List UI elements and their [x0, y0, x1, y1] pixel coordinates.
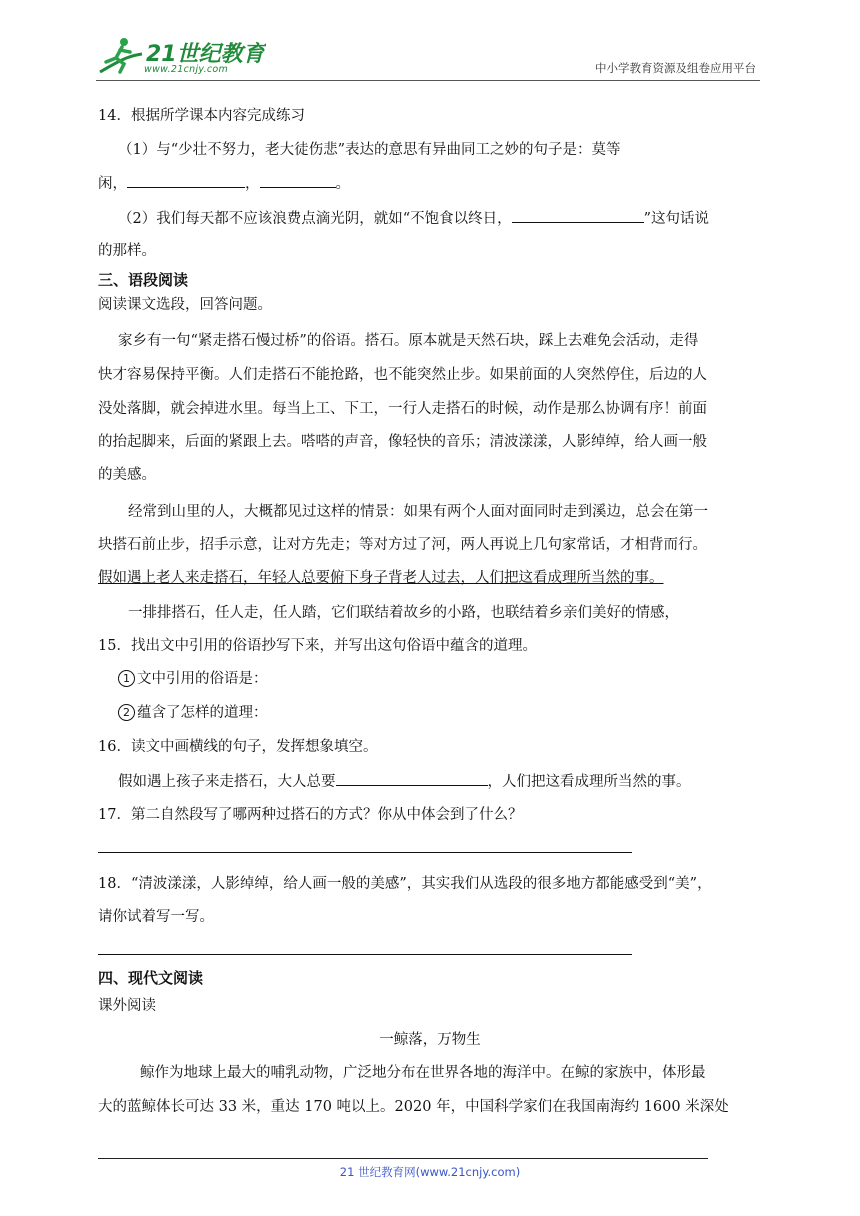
q14-part1-line1: （1）与“少壮不努力，老大徒伤悲”表达的意思有异曲同工之妙的句子是：莫等	[118, 142, 621, 158]
q15-sub1-text: 文中引用的俗语是：	[137, 671, 268, 687]
article-line: 鲸作为地球上最大的哺乳动物，广泛地分布在世界各地的海洋中。在鲸的家族中，体形最	[140, 1065, 706, 1081]
q14-p2-prefix: （2）我们每天都不应该浪费点滴光阴，就如“不饱食以终日，	[118, 211, 512, 227]
q14-p1-comma: ，	[245, 176, 260, 192]
answer-blank[interactable]	[336, 771, 488, 786]
q16-prefix: 假如遇上孩子来走搭石，大人总要	[118, 774, 336, 790]
q15-title: 15．找出文中引用的俗语抄写下来，并写出这句俗语中蕴含的道理。	[98, 638, 537, 654]
answer-blank[interactable]	[127, 173, 245, 188]
para2-line: 块搭石前止步，招手示意，让对方先走；等对方过了河，两人再说上几句家常话，才相背而行。	[98, 537, 707, 553]
section3-title: 三、语段阅读	[98, 271, 189, 289]
article-line: 大的蓝鲸体长可达 33 米，重达 170 吨以上。2020 年，中国科学家们在我国南海约 1600 米深处	[98, 1099, 729, 1115]
page-header	[96, 34, 760, 81]
platform-name: 中小学教育资源及组卷应用平台	[595, 61, 756, 75]
logo-url: www.21cnjy.com	[144, 64, 229, 75]
q17-title: 17．第二自然段写了哪两种过搭石的方式？你从中体会到了什么？	[98, 807, 523, 823]
q14-title: 14．根据所学课本内容完成练习	[98, 108, 305, 124]
logo	[96, 34, 266, 80]
answer-blank[interactable]	[512, 208, 644, 223]
q16-fill	[118, 771, 691, 792]
q18-line2: 请你试着写一写。	[98, 909, 214, 925]
q15-sub2-text: 蕴含了怎样的道理：	[137, 705, 268, 721]
q16-end: ，人们把这看成理所当然的事。	[487, 774, 691, 790]
q14-p1-prefix: 闲，	[98, 176, 127, 192]
answer-line[interactable]	[98, 852, 632, 853]
q15-sub2	[118, 703, 268, 723]
para1-line: 家乡有一句“紧走搭石慢过桥”的俗语。搭石。原本就是天然石块，踩上去难免会活动，走得	[118, 333, 699, 349]
para1-line: 的抬起脚来，后面的紧跟上去。嗒嗒的声音，像轻快的音乐；清波漾漾，人影绰绰，给人画一般	[98, 434, 707, 450]
section4-intro: 课外阅读	[98, 998, 156, 1014]
para1-line: 没处落脚，就会掉进水里。每当上工、下工，一行人走搭石的时候，动作是那么协调有序！前面	[98, 401, 707, 417]
q18-line1: 18．“清波漾漾，人影绰绰，给人画一般的美感”，其实我们从选段的很多地方都能感受到“美”，	[98, 876, 712, 892]
q14-p2-end: ”这句话说	[643, 211, 710, 227]
section4-title: 四、现代文阅读	[98, 969, 204, 987]
para1-line: 的美感。	[98, 467, 156, 483]
para2-line: 经常到山里的人，大概都见过这样的情景：如果有两个人面对面同时走到溪边，总会在第一	[128, 504, 708, 520]
para3-line: 一排排搭石，任人走，任人踏，它们联结着故乡的小路，也联结着乡亲们美好的情感，	[128, 605, 679, 621]
q15-sub1	[118, 669, 268, 689]
footer-divider	[98, 1158, 708, 1159]
logo-text: 21世纪教育	[146, 42, 265, 67]
section3-intro: 阅读课文选段，回答问题。	[98, 297, 272, 313]
q14-part1-line2	[98, 173, 350, 194]
q14-p1-end: 。	[335, 176, 350, 192]
para2-underlined-sentence: 假如遇上老人来走搭石，年轻人总要俯下身子背老人过去，人们把这看成理所当然的事。	[98, 570, 664, 586]
answer-line[interactable]	[98, 954, 632, 955]
q16-title: 16．读文中画横线的句子，发挥想象填空。	[98, 739, 378, 755]
q14-part2-line1	[118, 208, 709, 229]
circled-number: 2	[118, 704, 135, 721]
answer-blank[interactable]	[260, 173, 336, 188]
article-title: 一鲸落，万物生	[379, 1032, 481, 1048]
para1-line: 快才容易保持平衡。人们走搭石不能抢路，也不能突然止步。如果前面的人突然停住，后边的人	[98, 367, 707, 383]
footer-link[interactable]: 21 世纪教育网(www.21cnjy.com)	[339, 1165, 521, 1179]
q14-part2-line2: 的那样。	[98, 243, 156, 259]
circled-number: 1	[118, 670, 135, 687]
